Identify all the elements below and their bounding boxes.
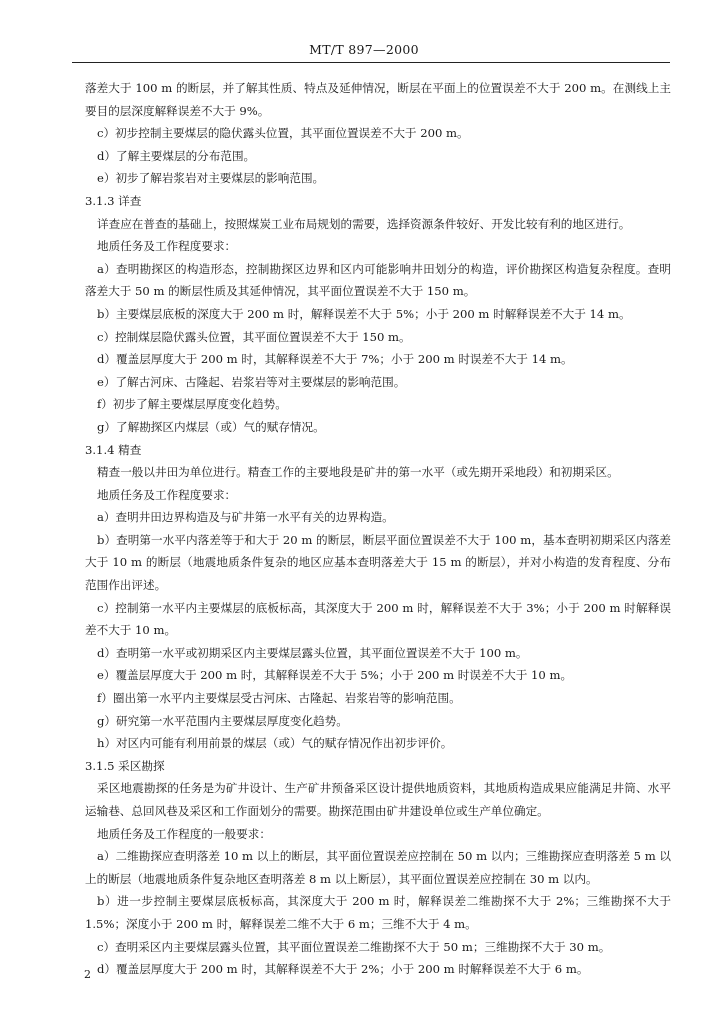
section-heading: 3.1.5 采区勘探 (85, 758, 165, 773)
document-body (85, 77, 671, 981)
paragraph: d）覆盖层厚度大于 200 m 时，其解释误差不大于 2%；小于 200 m 时解释误差不大于 6 m。 (97, 962, 589, 977)
paragraph: e）覆盖层厚度大于 200 m 时，其解释误差不大于 5%；小于 200 m 时误差不大于 10 m。 (97, 668, 573, 683)
section-heading: 3.1.3 详查 (85, 193, 142, 208)
paragraph: d）覆盖层厚度大于 200 m 时，其解释误差不大于 7%；小于 200 m 时误差不大于 14 m。 (97, 352, 573, 367)
paragraph: d）了解主要煤层的分布范围。 (97, 148, 256, 163)
paragraph: 地质任务及工作程度要求： (97, 239, 237, 254)
paragraph: 精查一般以井田为单位进行。精查工作的主要地段是矿井的第一水平（或先期开采地段）和初期采区。 (97, 465, 619, 480)
paragraph: e）初步了解岩浆岩对主要煤层的影响范围。 (97, 171, 325, 186)
paragraph: 落差大于 100 m 的断层，并了解其性质、特点及延伸情况，断层在平面上的位置误差不大于 200 m。在测线上主要目的层深度解释误差不大于 9%。 (85, 81, 671, 118)
paragraph: c）控制第一水平内主要煤层的底板标高，其深度大于 200 m 时，解释误差不大于 3%；小于 200 m 时解释误差不大于 10 m。 (85, 600, 671, 638)
paragraph: g）了解勘探区内煤层（或）气的赋存情况。 (97, 419, 325, 434)
paragraph: g）研究第一水平范围内主要煤层厚度变化趋势。 (97, 713, 348, 728)
header-rule (72, 62, 670, 63)
paragraph: c）初步控制主要煤层的隐伏露头位置，其平面位置误差不大于 200 m。 (97, 126, 469, 141)
paragraph: f）圈出第一水平内主要煤层受古河床、古隆起、岩浆岩等的影响范围。 (97, 691, 461, 706)
section-heading: 3.1.4 精查 (85, 442, 142, 457)
paragraph: c）控制煤层隐伏露头位置，其平面位置误差不大于 150 m。 (97, 329, 411, 344)
paragraph: b）进一步控制主要煤层底板标高，其深度大于 200 m 时，解释误差二维勘探不大于 2%；三维勘探不大于 1.5%；深度小于 200 m 时，解释误差二维不大于 6 m；三维不大于 4 m。 (85, 894, 671, 931)
paragraph: h）对区内可能有利用前景的煤层（或）气的赋存情况作出初步评价。 (97, 736, 453, 751)
paragraph: 地质任务及工作程度的一般要求： (97, 826, 271, 841)
paragraph: d）查明第一水平或初期采区内主要煤层露头位置，其平面位置误差不大于 100 m。 (97, 645, 528, 660)
paragraph: e）了解古河床、古隆起、岩浆岩等对主要煤层的影响范围。 (97, 374, 406, 389)
paragraph: f）初步了解主要煤层厚度变化趋势。 (97, 397, 287, 412)
paragraph: b）主要煤层底板的深度大于 200 m 时，解释误差不大于 5%；小于 200 m 时解释误差不大于 14 m。 (97, 306, 631, 321)
paragraph: a）二维勘探应查明落差 10 m 以上的断层，其平面位置误差应控制在 50 m 以内；三维勘探应查明落差 5 m 以上的断层（地震地质条件复杂地区查明落差 8 m 以上断层），其平面位置误差应控制在 30 m 以内。 (85, 849, 671, 886)
page-number: 2 (84, 968, 91, 981)
page-header: MT/T 897—2000 (309, 42, 419, 57)
paragraph: 详查应在普查的基础上，按照煤炭工业布局规划的需要，选择资源条件较好、开发比较有利的地区进行。 (97, 216, 631, 231)
paragraph: 采区地震勘探的任务是为矿井设计、生产矿井预备采区设计提供地质资料，其地质构造成果应能满足井筒、水平运输巷、总回风巷及采区和工作面划分的需要。勘探范围由矿井建设单位或生产单位确定。 (85, 781, 671, 818)
paragraph: 地质任务及工作程度要求： (97, 487, 237, 502)
paragraph: a）查明勘探区的构造形态，控制勘探区边界和区内可能影响井田划分的构造，评价勘探区构造复杂程度。查明落差大于 50 m 的断层性质及其延伸情况，其平面位置误差不大于 150 m。 (85, 261, 671, 299)
paragraph: c）查明采区内主要煤层露头位置，其平面位置误差二维勘探不大于 50 m；三维勘探不大于 30 m。 (97, 939, 611, 954)
paragraph: a）查明井田边界构造及与矿井第一水平有关的边界构造。 (97, 510, 394, 525)
paragraph: b）查明第一水平内落差等于和大于 20 m 的断层，断层平面位置误差不大于 100 m，基本查明初期采区内落差大于 10 m 的断层（地震地质条件复杂的地区应基本查明落差大于 15 m 的断层），并对小构造的发育程度、分布范围作出评述。 (85, 532, 671, 593)
